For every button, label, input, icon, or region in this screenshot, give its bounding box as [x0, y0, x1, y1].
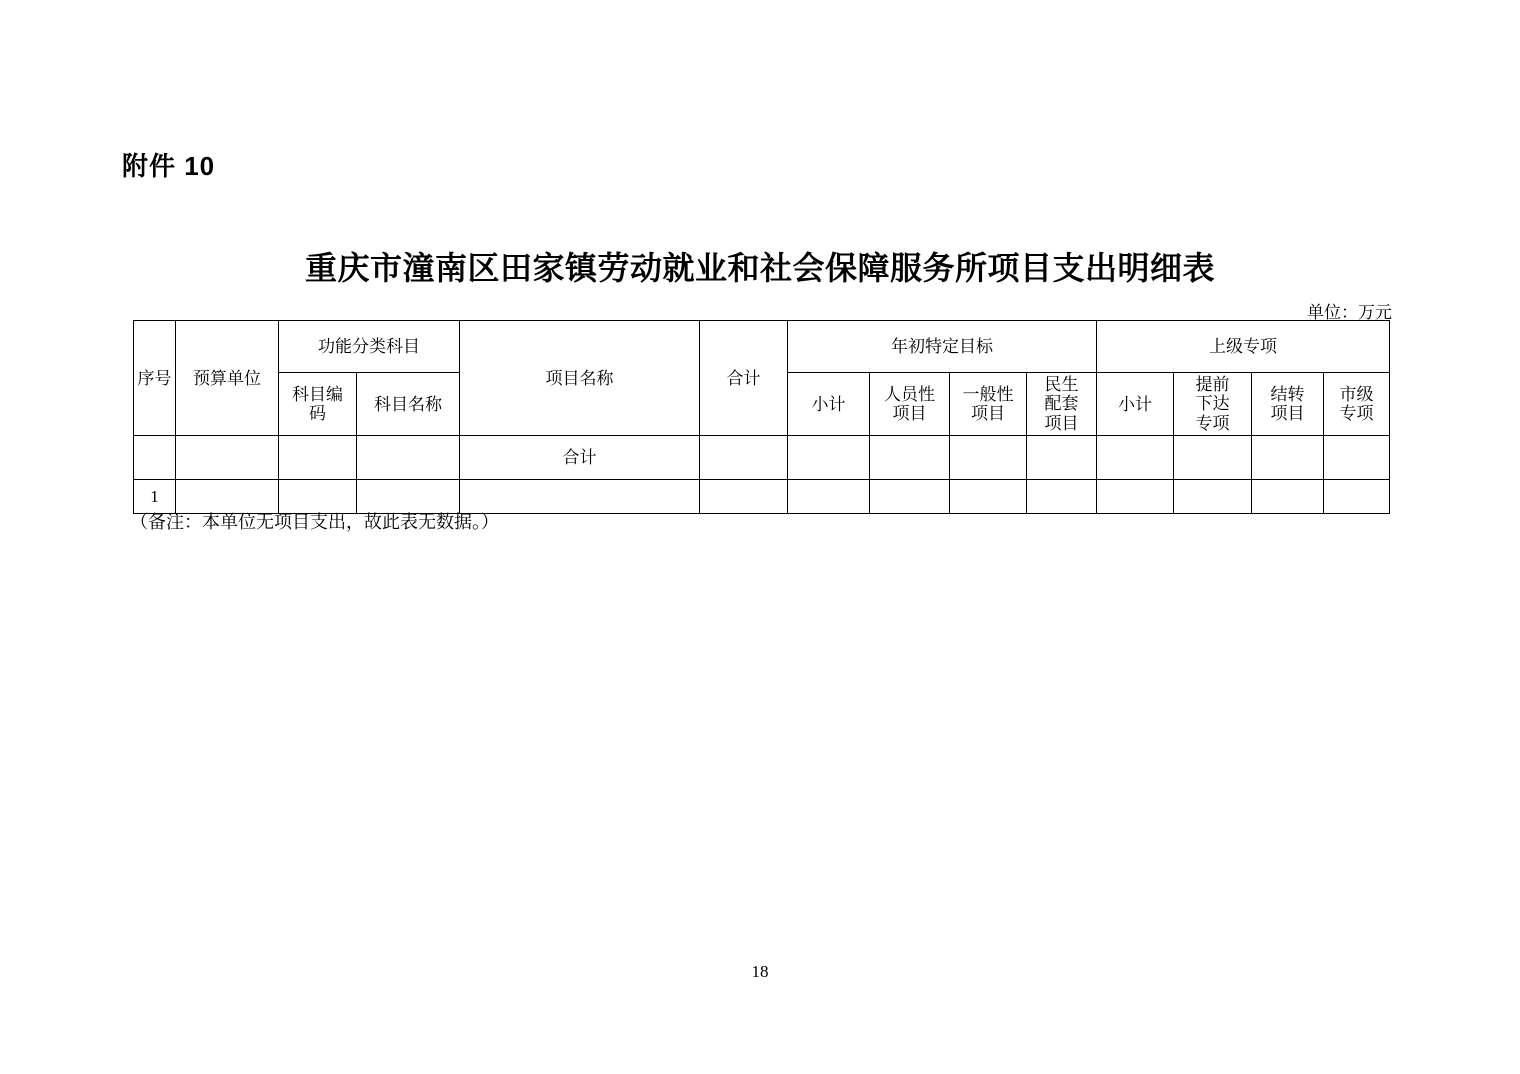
cell-general-project	[950, 480, 1027, 514]
cell-seq	[134, 436, 176, 480]
cell-carryover-project	[1252, 480, 1324, 514]
table-note: （备注：本单位无项目支出，故此表无数据。）	[130, 512, 499, 532]
cell-livelihood-project	[1027, 436, 1097, 480]
cell-total	[700, 436, 788, 480]
page-title: 重庆市潼南区田家镇劳动就业和社会保障服务所项目支出明细表	[304, 250, 1215, 286]
header-personnel-project-text: 人员性项目	[884, 384, 935, 424]
cell-subject-code	[279, 436, 357, 480]
cell-budget-unit	[176, 436, 279, 480]
cell-personnel-project	[870, 436, 950, 480]
cell-advance-special	[1174, 436, 1252, 480]
header-livelihood-project-text: 民生配套项目	[1044, 375, 1079, 433]
unit-note: 单位：万元	[1307, 303, 1392, 322]
header-function-class: 功能分类科目	[279, 321, 460, 373]
header-advance-special	[1174, 373, 1252, 436]
cell-seq: 1	[134, 480, 176, 514]
header-personnel-project	[870, 373, 950, 436]
cell-subtotal-a	[788, 436, 870, 480]
attachment-label: 附件 10	[122, 151, 216, 181]
cell-city-special	[1324, 436, 1390, 480]
header-total: 合计	[700, 321, 788, 436]
header-year-start-target: 年初特定目标	[788, 321, 1097, 373]
table-header-row-1	[134, 321, 1390, 373]
cell-general-project	[950, 436, 1027, 480]
cell-total	[700, 480, 788, 514]
header-budget-unit: 预算单位	[176, 321, 279, 436]
header-project-name: 项目名称	[460, 321, 700, 436]
cell-livelihood-project	[1027, 480, 1097, 514]
header-general-project	[950, 373, 1027, 436]
header-upper-special: 上级专项	[1097, 321, 1390, 373]
cell-subtotal-a	[788, 480, 870, 514]
cell-project-name: 合计	[460, 436, 700, 480]
cell-city-special	[1324, 480, 1390, 514]
cell-subject-name	[357, 436, 460, 480]
header-livelihood-project	[1027, 373, 1097, 436]
header-subtotal-b: 小计	[1097, 373, 1174, 436]
project-expenditure-table	[133, 320, 1390, 514]
header-subject-code-text: 科目编码	[292, 384, 343, 424]
header-subject-name: 科目名称	[357, 373, 460, 436]
header-seq: 序号	[134, 321, 176, 436]
cell-advance-special	[1174, 480, 1252, 514]
cell-carryover-project	[1252, 436, 1324, 480]
header-city-special	[1324, 373, 1390, 436]
header-advance-special-text: 提前下达专项	[1195, 375, 1230, 433]
cell-subtotal-b	[1097, 436, 1174, 480]
cell-personnel-project	[870, 480, 950, 514]
header-subtotal-a: 小计	[788, 373, 870, 436]
header-city-special-text: 市级专项	[1339, 384, 1374, 424]
header-general-project-text: 一般性项目	[962, 384, 1014, 424]
cell-subtotal-b	[1097, 480, 1174, 514]
header-carryover-project-text: 结转项目	[1270, 384, 1305, 424]
header-subject-code	[279, 373, 357, 436]
page-number: 18	[751, 962, 769, 981]
table-row	[134, 436, 1390, 480]
header-carryover-project	[1252, 373, 1324, 436]
